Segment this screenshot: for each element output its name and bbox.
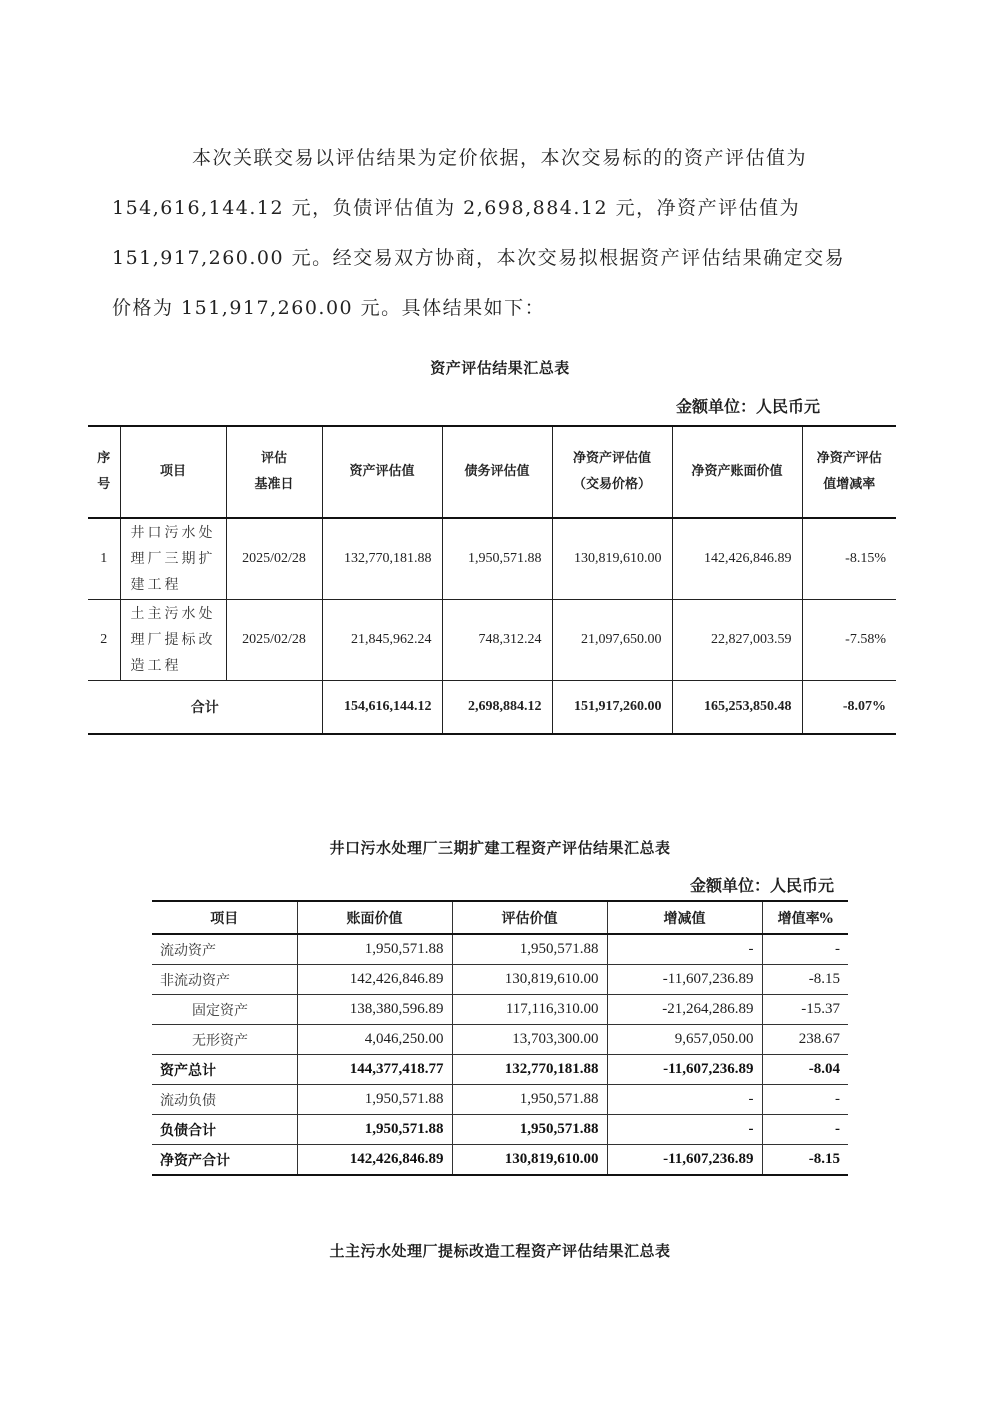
table1-title: 资产评估结果汇总表 [430,359,570,377]
table2-unit: 金额单位：人民币元 [690,876,835,895]
cell-book-value: 142,426,846.89 [672,518,802,600]
header-item: 项目 [152,901,297,934]
table2-title: 井口污水处理厂三期扩建工程资产评估结果汇总表 [329,839,671,857]
cell-book-value: 1,950,571.88 [297,1085,452,1115]
cell-rate: - [762,1085,848,1115]
table2-header-row [152,901,848,934]
cell-change: - [607,934,762,965]
cell-net-value: 21,097,650.00 [552,600,672,681]
cell-change: -11,607,236.89 [607,1055,762,1085]
intro-paragraph [112,133,852,333]
cell-change: - [607,1115,762,1145]
cell-change-rate: -7.58% [802,600,896,681]
cell-book-value: 1,950,571.88 [297,1115,452,1145]
table3-title: 土主污水处理厂提标改造工程资产评估结果汇总表 [329,1242,671,1260]
header-asset-value: 资产评估值 [322,426,442,518]
cell-change: -21,264,286.89 [607,995,762,1025]
cell-book-value: 1,950,571.88 [297,934,452,965]
cell-change: 9,657,050.00 [607,1025,762,1055]
header-base-date [226,426,322,518]
cell-item: 井口污水处理厂三期扩建工程 [120,518,226,600]
paragraph-line: 价格为 151,917,260.00 元。具体结果如下： [112,297,546,319]
cell-item: 无形资产 [152,1025,297,1055]
cell-asset-value: 21,845,962.24 [322,600,442,681]
header-item: 项目 [120,426,226,518]
table-row [152,1115,848,1145]
paragraph-line: 151,917,260.00 元。经交易双方协商，本次交易拟根据资产评估结果确定交易 [112,247,846,269]
cell-item: 流动负债 [152,1085,297,1115]
cell-eval-value: 130,819,610.00 [452,965,607,995]
cell-change-rate: -8.15% [802,518,896,600]
cell-base-date: 2025/02/28 [226,518,322,600]
header-net-value-text: 净资产评估值 （交易价格） [572,451,651,492]
cell-eval-value: 130,819,610.00 [452,1145,607,1176]
cell-eval-value: 1,950,571.88 [452,934,607,965]
cell-total-change-rate: -8.07% [802,681,896,735]
cell-rate: -8.15 [762,1145,848,1176]
table1-unit: 金额单位：人民币元 [676,397,821,416]
header-change-rate-text: 净资产评估 值增减率 [816,451,882,492]
table-row [152,934,848,965]
cell-change: -11,607,236.89 [607,1145,762,1176]
cell-base-date: 2025/02/28 [226,600,322,681]
cell-rate: -8.15 [762,965,848,995]
cell-debt-value: 748,312.24 [442,600,552,681]
cell-item: 土主污水处理厂提标改造工程 [120,600,226,681]
table-total-row [88,681,896,735]
cell-book-value: 4,046,250.00 [297,1025,452,1055]
cell-item: 资产总计 [152,1055,297,1085]
cell-book-value: 22,827,003.59 [672,600,802,681]
cell-seq: 2 [88,600,120,681]
cell-total-book-value: 165,253,850.48 [672,681,802,735]
table-row [152,1055,848,1085]
table-row [152,1145,848,1176]
cell-eval-value: 132,770,181.88 [452,1055,607,1085]
paragraph-line: 154,616,144.12 元，负债评估值为 2,698,884.12 元，净资产评估值为 [112,197,801,219]
table-row [88,600,896,681]
cell-item: 固定资产 [152,995,297,1025]
header-book-value: 账面价值 [297,901,452,934]
cell-book-value: 142,426,846.89 [297,965,452,995]
table-row [152,1025,848,1055]
cell-item: 流动资产 [152,934,297,965]
cell-rate: - [762,934,848,965]
jingkou-evaluation-table [152,900,848,1176]
cell-book-value: 144,377,418.77 [297,1055,452,1085]
cell-total-asset-value: 154,616,144.12 [322,681,442,735]
table-row [152,1085,848,1115]
cell-seq: 1 [88,518,120,600]
cell-total-label: 合计 [88,681,322,735]
header-book-value: 净资产账面价值 [672,426,802,518]
table-row [152,995,848,1025]
cell-rate: - [762,1115,848,1145]
cell-item: 非流动资产 [152,965,297,995]
table1-header-row [88,426,896,518]
cell-net-value: 130,819,610.00 [552,518,672,600]
header-net-value [552,426,672,518]
header-debt-value: 债务评估值 [442,426,552,518]
cell-eval-value: 117,116,310.00 [452,995,607,1025]
paragraph-line: 本次关联交易以评估结果为定价依据，本次交易标的的资产评估值为 [192,147,808,169]
cell-change: - [607,1085,762,1115]
cell-book-value: 142,426,846.89 [297,1145,452,1176]
cell-total-net-value: 151,917,260.00 [552,681,672,735]
header-seq-text: 序 号 [97,451,111,492]
table-row [88,518,896,600]
cell-asset-value: 132,770,181.88 [322,518,442,600]
header-change: 增减值 [607,901,762,934]
cell-eval-value: 1,950,571.88 [452,1085,607,1115]
header-rate: 增值率% [762,901,848,934]
cell-eval-value: 1,950,571.88 [452,1115,607,1145]
cell-item: 负债合计 [152,1115,297,1145]
header-change-rate [802,426,896,518]
cell-debt-value: 1,950,571.88 [442,518,552,600]
asset-evaluation-summary-table [88,425,896,735]
cell-total-debt-value: 2,698,884.12 [442,681,552,735]
header-base-date-text: 评估 基准日 [254,451,294,492]
cell-eval-value: 13,703,300.00 [452,1025,607,1055]
cell-rate: -15.37 [762,995,848,1025]
cell-rate: 238.67 [762,1025,848,1055]
cell-item: 净资产合计 [152,1145,297,1176]
cell-rate: -8.04 [762,1055,848,1085]
header-seq [88,426,120,518]
cell-book-value: 138,380,596.89 [297,995,452,1025]
cell-change: -11,607,236.89 [607,965,762,995]
header-eval-value: 评估价值 [452,901,607,934]
table-row [152,965,848,995]
